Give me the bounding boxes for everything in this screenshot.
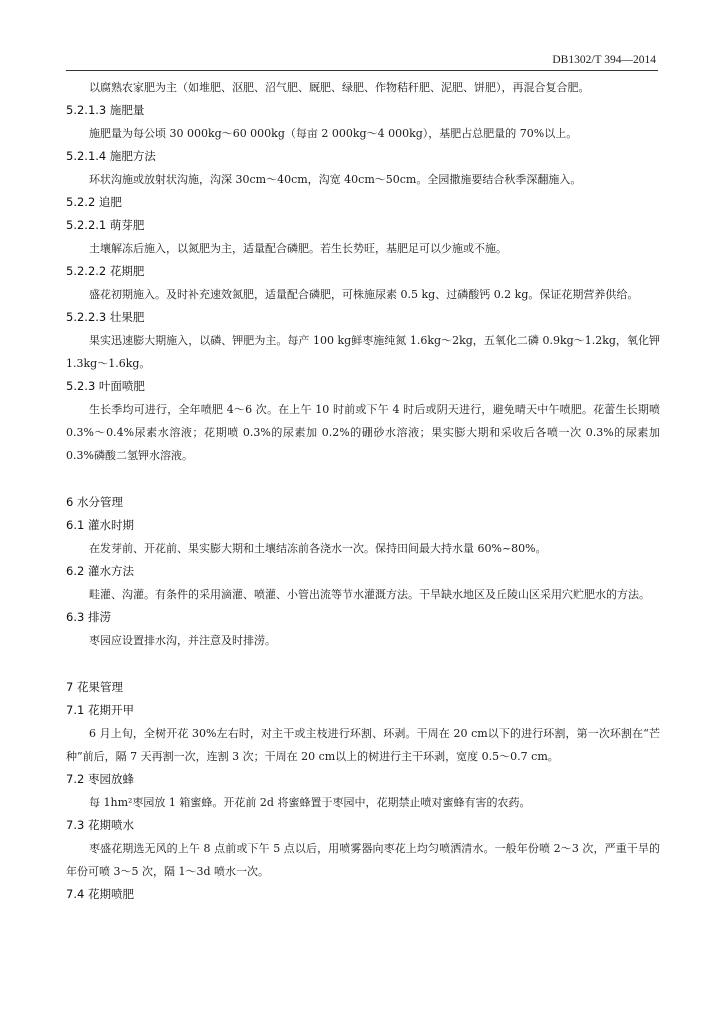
section-heading: 5.2.2.2 花期肥	[66, 264, 145, 278]
paragraph: 环状沟施或放射状沟施，沟深 30cm～40cm，沟宽 40cm～50cm。全园撒施要结合秋季深翻施入。	[89, 173, 582, 186]
paragraph: 施肥量为每公顷 30 000kg～60 000kg（每亩 2 000kg～4 000kg），基肥占总肥量的 70%以上。	[89, 127, 578, 140]
paragraph: 生长季均可进行，全年喷肥 4～6 次。在上午 10 时前或下午 4 时后或阴天进行，避免晴天中午喷肥。花蕾生长期喷 0.3%～0.4%尿素水溶液；花期喷 0.3%的尿素加 0.2%的硼砂水溶液；果实膨大期和采收后各喷一次 0.3%的尿素加 0.3%磷酸二氢钾水溶液。	[66, 403, 660, 462]
standard-code: DB1302/T 394—2014	[552, 54, 656, 66]
section-heading: 7.4 花期喷肥	[66, 887, 134, 901]
paragraph: 每 1hm²枣园放 1 箱蜜蜂。开花前 2d 将蜜蜂置于枣园中，花期禁止喷对蜜蜂有害的农药。	[89, 796, 531, 809]
section-heading: 7.2 枣园放蜂	[66, 772, 134, 786]
section-heading: 6.1 灌水时期	[66, 518, 134, 532]
header-divider	[66, 70, 658, 71]
paragraph: 果实迅速膨大期施入，以磷、钾肥为主。每产 100 kg鲜枣施纯氮 1.6kg～2kg，五氧化二磷 0.9kg～1.2kg，氧化钾 1.3kg～1.6kg。	[66, 334, 660, 370]
paragraph: 枣盛花期选无风的上午 8 点前或下午 5 点以后，用喷雾器向枣花上均匀喷洒清水。一般年份喷 2～3 次，严重干旱的年份可喷 3～5 次，隔 1～3d 喷水一次。	[66, 842, 660, 878]
section-heading: 5.2.2 追肥	[66, 195, 122, 209]
paragraph: 畦灌、沟灌。有条件的采用滴灌、喷灌、小管出流等节水灌溉方法。干旱缺水地区及丘陵山区采用穴贮肥水的方法。	[89, 588, 650, 601]
chapter-heading: 6 水分管理	[66, 495, 123, 509]
paragraph: 以腐熟农家肥为主（如堆肥、沤肥、沼气肥、厩肥、绿肥、作物秸秆肥、泥肥、饼肥），再混合复合肥。	[89, 81, 590, 94]
paragraph: 枣园应设置排水沟，并注意及时排涝。	[89, 634, 276, 647]
section-heading: 7.3 花期喷水	[66, 818, 134, 832]
section-heading: 5.2.2.1 萌芽肥	[66, 218, 145, 232]
section-heading: 6.2 灌水方法	[66, 564, 134, 578]
document-body	[66, 76, 660, 906]
section-heading: 7.1 花期开甲	[66, 703, 134, 717]
section-heading: 5.2.1.4 施肥方法	[66, 149, 156, 163]
section-heading: 5.2.1.3 施肥量	[66, 103, 145, 117]
paragraph: 6 月上旬，全树开花 30%左右时，对主干或主枝进行环割、环剥。干周在 20 cm以下的进行环割，第一次环割在“芒种”前后，隔 7 天再割一次，连割 3 次；干周在 20 cm以上的树进行主干环剥，宽度 0.5～0.7 cm。	[66, 727, 660, 763]
paragraph: 土壤解冻后施入，以氮肥为主，适量配合磷肥。若生长势旺，基肥足可以少施或不施。	[89, 242, 507, 255]
chapter-heading: 7 花果管理	[66, 680, 123, 694]
paragraph: 盛花初期施入。及时补充速效氮肥，适量配合磷肥，可株施尿素 0.5 kg、过磷酸钙 0.2 kg。保证花期营养供给。	[89, 288, 639, 301]
section-heading: 6.3 排涝	[66, 610, 111, 624]
section-heading: 5.2.2.3 壮果肥	[66, 310, 145, 324]
paragraph: 在发芽前、开花前、果实膨大期和土壤结冻前各浇水一次。保持田间最大持水量 60%~80%。	[89, 542, 547, 555]
section-heading: 5.2.3 叶面喷肥	[66, 379, 145, 393]
